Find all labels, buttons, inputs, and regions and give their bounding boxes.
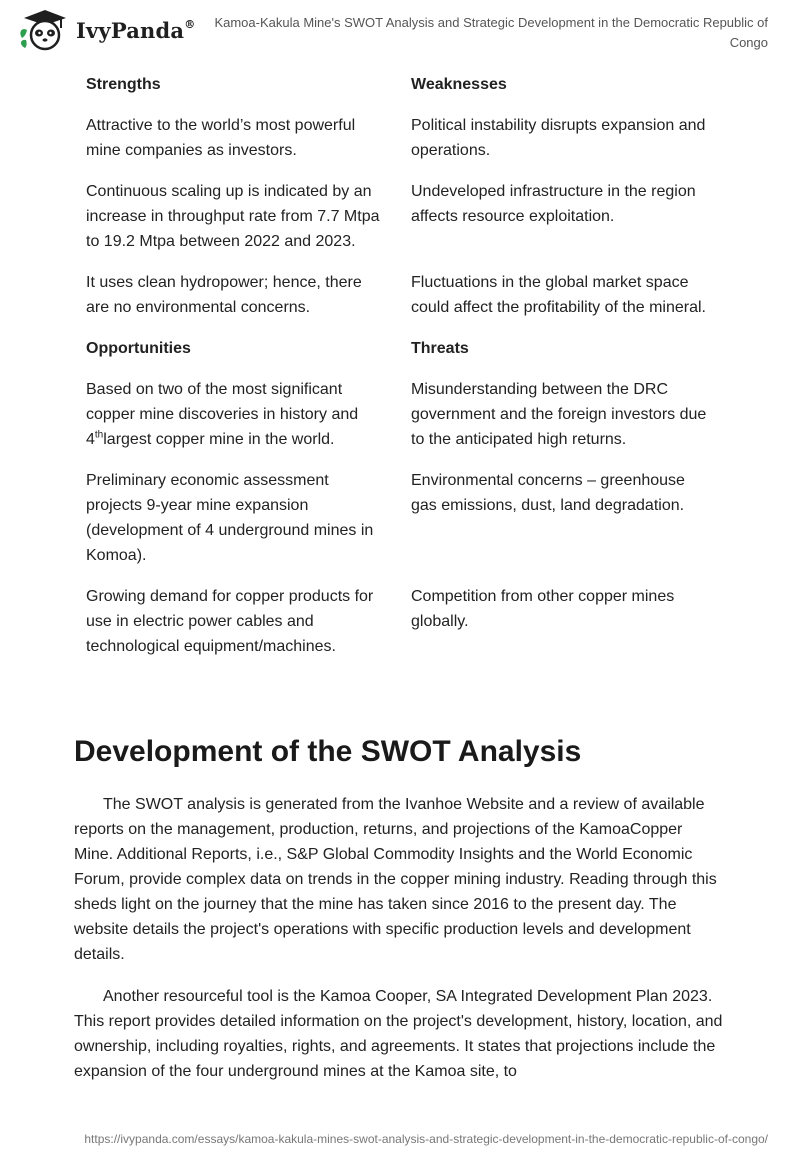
opportunity-item (74, 369, 399, 460)
swot-header-row (74, 64, 724, 105)
weakness-item: Undeveloped infrastructure in the region affects resource exploitation. (411, 183, 696, 225)
opportunity-text: Based on two of the most significant copper mine discoveries in history and 4 (86, 381, 359, 448)
opportunity-item: Preliminary economic assessment projects 9-year mine expansion (development of 4 underground mines in Komoa). (86, 472, 374, 564)
strengths-heading: Strengths (86, 76, 161, 93)
table-row (74, 105, 724, 171)
body-paragraph: Another resourceful tool is the Kamoa Cooper, SA Integrated Development Plan 2023. This report provides detailed information on the project's development, history, location, and ownership, including royalties, rights, and agreements. It states that projections include the expansion of the four underground mines at the Kamoa site, to (74, 988, 723, 1080)
table-row (74, 460, 724, 576)
strength-item: Attractive to the world’s most powerful mine companies as investors. (86, 117, 356, 159)
ivypanda-logo[interactable] (16, 8, 195, 52)
swot-header-row (74, 328, 724, 369)
document-title: Kamoa-Kakula Mine's SWOT Analysis and Strategic Development in the Democratic Republic of Congo (214, 15, 768, 50)
strength-item: Continuous scaling up is indicated by an increase in throughput rate from 7.7 Mtpa to 19.2 Mtpa between 2022 and 2023. (86, 183, 380, 250)
table-row (74, 576, 724, 667)
weakness-item: Political instability disrupts expansion and operations. (411, 117, 706, 159)
table-row (74, 369, 724, 460)
opportunity-text: largest copper mine in the world. (103, 431, 335, 448)
threat-item: Misunderstanding between the DRC government and the foreign investors due to the anticipated high returns. (411, 381, 707, 448)
opportunities-heading: Opportunities (86, 340, 191, 357)
weakness-item: Fluctuations in the global market space could affect the profitability of the mineral. (411, 274, 706, 316)
source-url[interactable]: https://ivypanda.com/essays/kamoa-kakula-mines-swot-analysis-and-strategic-development-in-the-democratic-republic-of-congo/ (84, 1132, 768, 1146)
ordinal-suffix: th (94, 429, 104, 441)
table-row (74, 262, 724, 328)
brand-name: IvyPanda® (76, 17, 196, 43)
registered-mark: ® (184, 17, 196, 31)
weaknesses-heading: Weaknesses (411, 76, 507, 93)
section-heading: Development of the SWOT Analysis (74, 735, 582, 768)
threat-item: Environmental concerns – greenhouse gas emissions, dust, land degradation. (411, 472, 685, 514)
body-paragraph: The SWOT analysis is generated from the Ivanhoe Website and a review of available reports on the management, production, returns, and projections of the KamoaCopper Mine. Additional Reports, i.e., S&P Global Commodity Insights and the World Economic Forum, provide complex data on trends in the copper mining industry. Reading through this sheds light on the journey that the mine has taken since 2016 to the present day. The website details the project's operations with specific production levels and development details. (74, 796, 717, 963)
page-header (0, 0, 800, 62)
strength-item: It uses clean hydropower; hence, there are no environmental concerns. (86, 274, 362, 316)
threat-item: Competition from other copper mines globally. (411, 588, 675, 630)
opportunity-item: Growing demand for copper products for use in electric power cables and technological equipment/machines. (86, 588, 374, 655)
swot-table (74, 64, 724, 667)
panda-graduate-icon (16, 8, 74, 52)
threats-heading: Threats (411, 340, 469, 357)
table-row (74, 171, 724, 262)
